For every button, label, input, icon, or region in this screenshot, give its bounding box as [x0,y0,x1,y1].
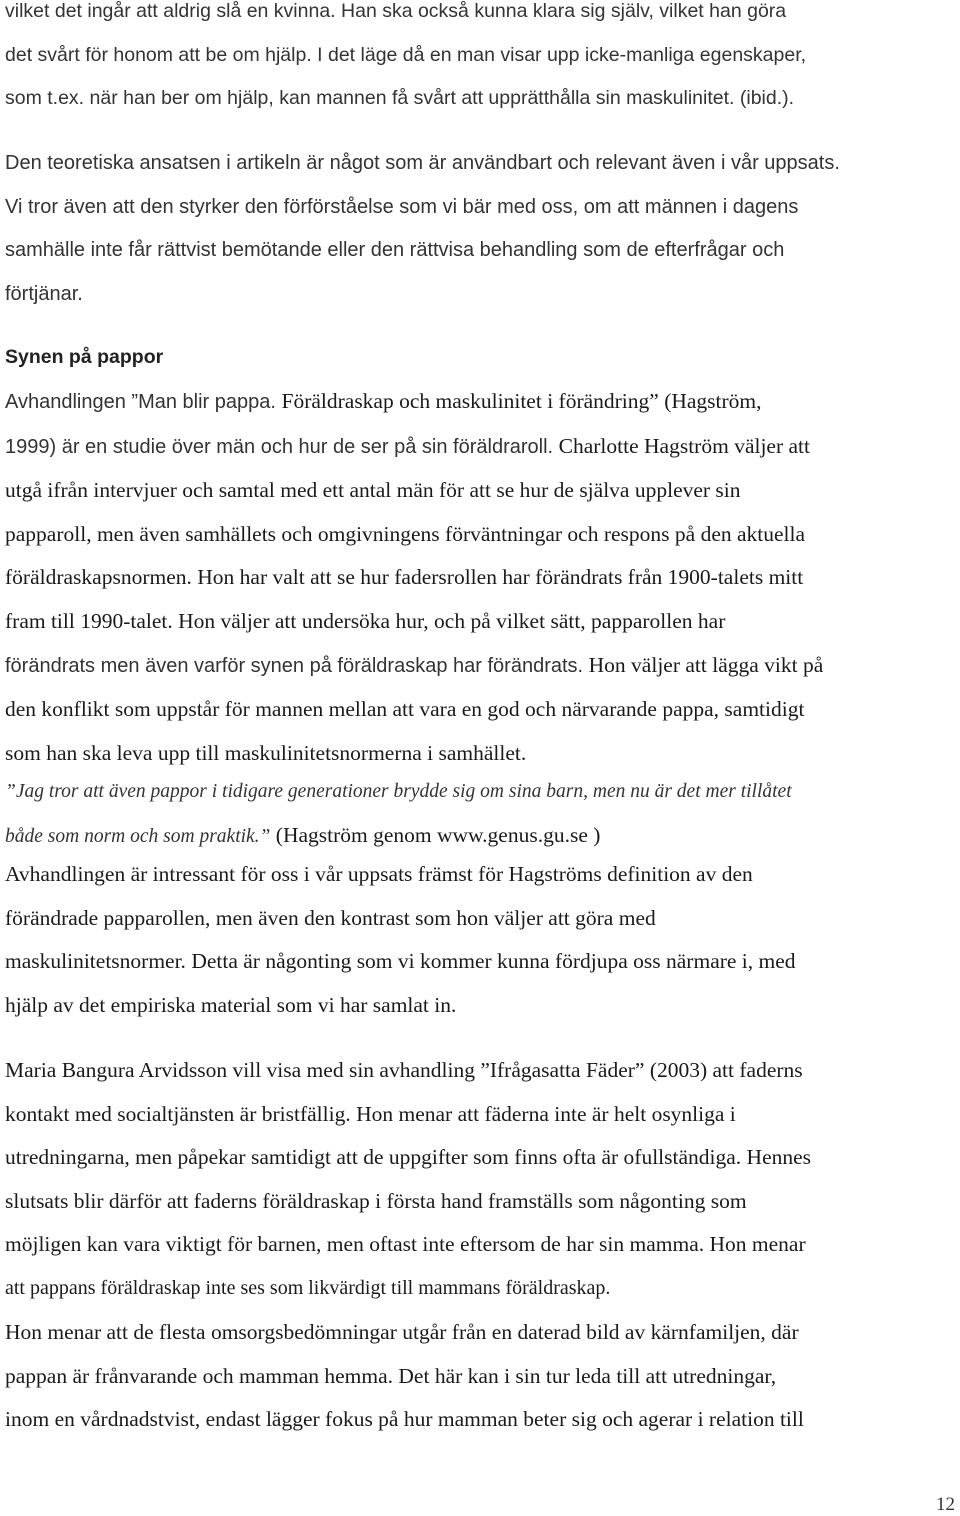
text-line: den konflikt som uppstår för mannen mellan att vara en god och närvarande pappa, samtidigt [5,697,805,722]
text-line: vilket det ingår att aldrig slå en kvinna. Han ska också kunna klara sig själv, vilket han göra [5,0,787,22]
text-line: som han ska leva upp till maskulinitetsnormerna i samhället. [5,740,527,765]
text-line: som t.ex. när han ber om hjälp, kan mannen få svårt att upprätthålla sin maskulinitet. (ibid.). [5,87,795,110]
text-run: pappan är frånvarande och mamman hemma. [5,1363,399,1388]
text-run: Detta är någonting som vi kommer kunna fördjupa oss närmare i, med [191,949,796,974]
text-line: det svårt för honom att be om hjälp. I det läge då en man visar upp icke-manliga egenskaper, [5,43,807,66]
quote-text: både som norm och som praktik.” [5,825,271,847]
text-line: Hon menar att de flesta omsorgsbedömningar utgår från en daterad bild av kärnfamiljen, där [5,1320,799,1344]
text-run: Hon menar [709,1232,806,1257]
text-run: Det här kan i sin tur leda till att utredningar, [398,1363,777,1388]
text-line: förtjänar. [5,282,83,305]
text-line: Vi tror även att den styrker den förförståelse som vi bär med oss, om att männen i dagens [5,195,799,218]
text-line [5,556,823,600]
text-line [5,1355,804,1399]
relevance-paragraph [5,853,796,1027]
text-run: Hon väljer att lägga vikt på [588,652,824,677]
text-line [5,425,823,470]
omsorg-paragraph [5,1311,804,1442]
text-line: Maria Bangura Arvidsson vill visa med sin avhandling ”Ifrågasatta Fäder” (2003) att faderns [5,1058,803,1082]
page-number: 12 [936,1494,955,1515]
citation: (Hagström genom www.genus.gu.se ) [270,822,601,847]
text-line: förändrade papparollen, men även den kontrast som hon väljer att göra med [5,905,656,930]
text-line: utgå ifrån intervjuer och samtal med ett antal män för att se hur de själva upplever sin [5,478,741,503]
text-line [5,380,823,425]
text-line: Den teoretiska ansatsen i artikeln är något som är användbart och relevant även i vår uppsats. [5,152,840,174]
section-heading [5,336,163,380]
text-line: slutsats blir därför att faderns föräldraskap i första hand framställs som någonting som [5,1188,747,1213]
quote-block [5,770,792,858]
text-run: Föräldraskap och maskulinitet i förändring” (Hagström, [281,389,762,413]
text-line [5,940,796,984]
text-line [5,644,823,689]
text-run: fram till 1990-talet. [5,608,179,633]
text-run: 1999) är en studie över män och hur de ser på sin föräldraroll. [5,435,559,458]
hagstrom-paragraph [5,380,823,775]
text-run: möjligen kan vara viktigt för barnen, men oftast inte eftersom de har sin mamma. [5,1232,710,1257]
text-line: samhälle inte får rättvist bemötande eller den rättvisa behandling som de efterfrågar och [5,239,785,262]
text-run: maskulinitetsnormer. [5,949,192,974]
text-run: föräldraskapsnormen. [5,565,198,590]
text-run: Hon har valt att se hur fadersrollen har förändrats från 1900-talets mitt [197,565,804,590]
quote-text: ”Jag tror att även pappor i tidigare generationer brydde sig om sina barn, men nu är det mer tillåtet [5,781,792,802]
text-line [5,1093,811,1137]
text-run: Charlotte Hagström väljer att [558,433,810,458]
text-run: Hon väljer att undersöka hur, och på vilket sätt, papparollen har [178,608,726,633]
text-run: Hennes [746,1145,812,1170]
text-run: förändrats men även varför synen på föräldraskap har förändrats. [5,654,589,677]
text-line [5,1136,811,1180]
text-line: inom en vårdnadstvist, endast lägger fokus på hur mamman beter sig och agerar i relation till [5,1407,804,1432]
text-run: Hon menar att fäderna inte är helt osynliga i [356,1101,736,1126]
text-line: papparoll, men även samhällets och omgivningens förväntningar och respons på den aktuella [5,521,806,546]
quote-line [5,770,792,814]
theory-paragraph [5,142,840,316]
text-run: kontakt med socialtjänsten är bristfällig. [5,1101,357,1126]
text-line: Avhandlingen är intressant för oss i vår uppsats främst för Hagströms definition av den [5,862,753,886]
text-line: hjälp av det empiriska material som vi har samlat in. [5,992,457,1017]
text-run: utredningarna, men påpekar samtidigt att de uppgifter som finns ofta är ofullständiga. [5,1145,747,1170]
text-run: Avhandlingen ”Man blir pappa. [5,391,282,413]
text-line [5,600,823,644]
heading-text: Synen på pappor [5,346,164,368]
quote-line [5,814,792,859]
arvidsson-paragraph [5,1049,811,1311]
text-line [5,1223,811,1267]
text-line: att pappans föräldraskap inte ses som likvärdigt till mammans föräldraskap. [5,1276,611,1299]
intro-paragraph [5,0,806,121]
